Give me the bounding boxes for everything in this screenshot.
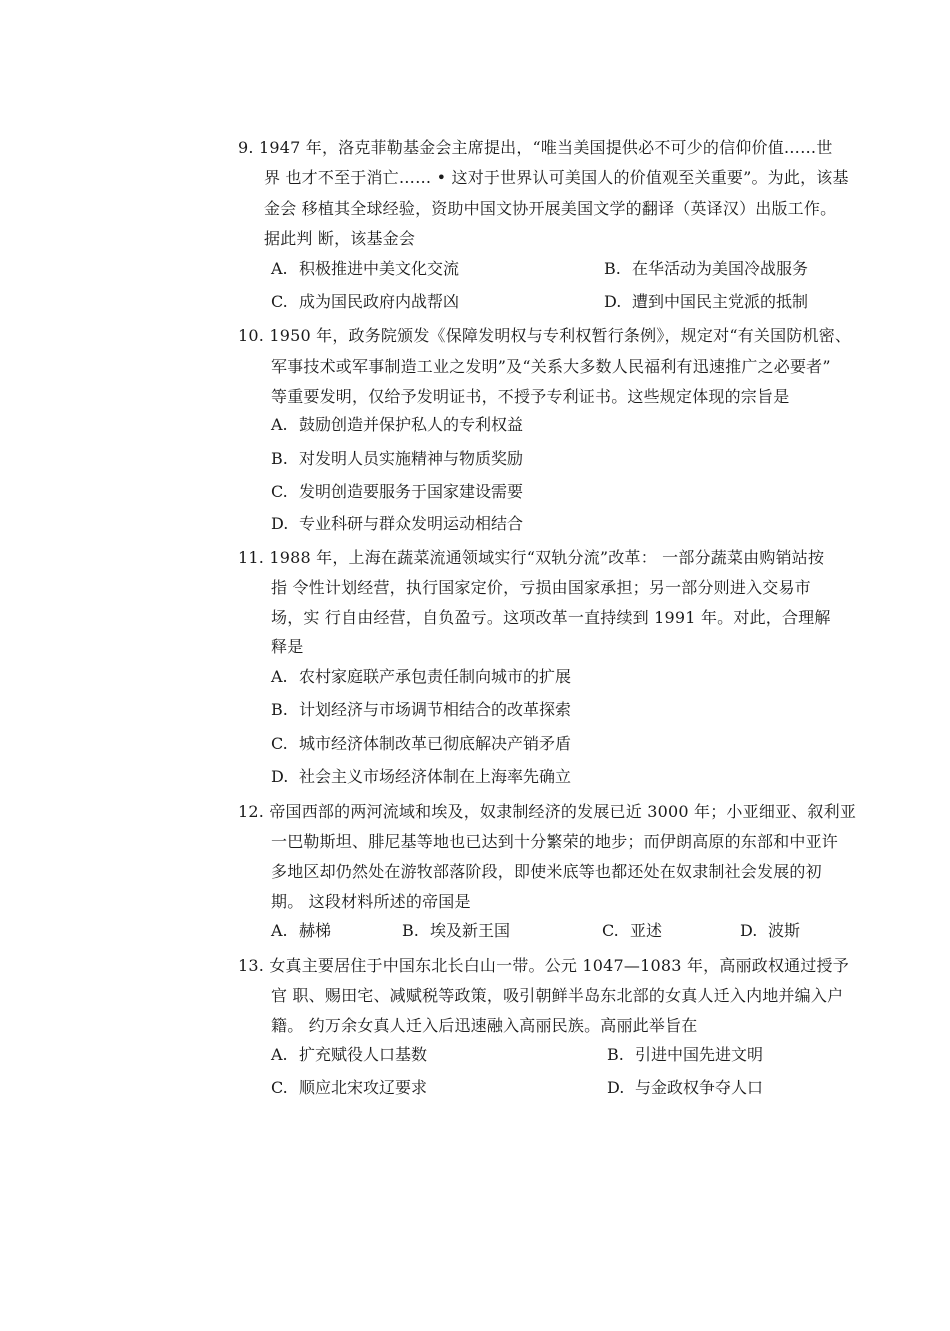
question-12-line-2: 一巴勒斯坦、腓尼基等地也已达到十分繁荣的地步；而伊朗高原的东部和中亚许 (271, 832, 839, 851)
question-11-option-d[interactable]: D. 社会主义市场经济体制在上海率先确立 (271, 767, 572, 786)
question-11-line-2: 指 令性计划经营，执行国家定价，亏损由国家承担；另一部分则进入交易市 (271, 578, 811, 597)
question-12-option-c[interactable]: C. 亚述 (602, 921, 663, 940)
question-9-option-d[interactable]: D. 遭到中国民主党派的抵制 (604, 292, 809, 311)
question-9-line-4: 据此判 断，该基金会 (264, 229, 416, 248)
question-12-option-a[interactable]: A. 赫梯 (271, 921, 332, 940)
question-9-line-3: 金会 移植其全球经验，资助中国文协开展美国文学的翻译（英译汉）出版工作。 (264, 199, 837, 218)
question-9-line-2: 界 也才不至于消亡…… • 这对于世界认可美国人的价值观至关重要”。为此，该基 (264, 168, 849, 187)
question-13-option-c[interactable]: C. 顺应北宋攻辽要求 (271, 1078, 428, 1097)
question-11-line-1: 11. 1988 年，上海在蔬菜流通领域实行“双轨分流”改革： 一部分蔬菜由购销站按 (238, 548, 825, 567)
question-11-line-3: 场，实 行自由经营，自负盈亏。这项改革一直持续到 1991 年。对此，合理解 (271, 608, 831, 627)
question-10-option-a[interactable]: A. 鼓励创造并保护私人的专利权益 (271, 415, 524, 434)
question-10-line-1: 10. 1950 年，政务院颁发《保障发明权与专利权暂行条例》，规定对“有关国防机密、 (238, 326, 852, 345)
question-9-option-a[interactable]: A. 积极推进中美文化交流 (271, 259, 460, 278)
question-11-line-4: 释是 (271, 637, 304, 656)
question-13-option-a[interactable]: A. 扩充赋役人口基数 (271, 1045, 428, 1064)
question-13-line-1: 13. 女真主要居住于中国东北长白山一带。公元 1047—1083 年，高丽政权通过授予 (238, 956, 849, 975)
question-11-option-a[interactable]: A. 农村家庭联产承包责任制向城市的扩展 (271, 667, 572, 686)
question-11-option-c[interactable]: C. 城市经济体制改革已彻底解决产销矛盾 (271, 734, 572, 753)
question-9-option-b[interactable]: B. 在华活动为美国冷战服务 (604, 259, 809, 278)
question-9-line-1: 9. 1947 年，洛克菲勒基金会主席提出，“唯当美国提供必不可少的信仰价值……世 (238, 138, 833, 157)
question-13-line-3: 籍。 约万余女真人迁入后迅速融入高丽民族。高丽此举旨在 (271, 1016, 698, 1035)
question-9-option-c[interactable]: C. 成为国民政府内战帮凶 (271, 292, 460, 311)
question-10-line-2: 军事技术或军事制造工业之发明”及“关系大多数人民福利有迅速推广之必要者” (271, 357, 831, 376)
question-12-option-b[interactable]: B. 埃及新王国 (402, 921, 511, 940)
question-13-option-b[interactable]: B. 引进中国先进文明 (607, 1045, 764, 1064)
question-12-line-1: 12. 帝国西部的两河流域和埃及，奴隶制经济的发展已近 3000 年；小亚细亚、叙利亚 (238, 802, 857, 821)
question-13-option-d[interactable]: D. 与金政权争夺人口 (607, 1078, 764, 1097)
question-12-option-d[interactable]: D. 波斯 (740, 921, 801, 940)
question-10-option-c[interactable]: C. 发明创造要服务于国家建设需要 (271, 482, 524, 501)
question-10-option-b[interactable]: B. 对发明人员实施精神与物质奖励 (271, 449, 524, 468)
question-11-option-b[interactable]: B. 计划经济与市场调节相结合的改革探索 (271, 700, 572, 719)
question-13-line-2: 官 职、赐田宅、减赋税等政策，吸引朝鲜半岛东北部的女真人迁入内地并编入户 (271, 986, 844, 1005)
question-10-line-3: 等重要发明，仅给予发明证书，不授予专利证书。这些规定体现的宗旨是 (271, 387, 790, 406)
question-12-line-3: 多地区却仍然处在游牧部落阶段，即使米底等也都还处在奴隶制社会发展的初 (271, 862, 822, 881)
question-10-option-d[interactable]: D. 专业科研与群众发明运动相结合 (271, 514, 524, 533)
question-12-line-4: 期。 这段材料所述的帝国是 (271, 892, 471, 911)
